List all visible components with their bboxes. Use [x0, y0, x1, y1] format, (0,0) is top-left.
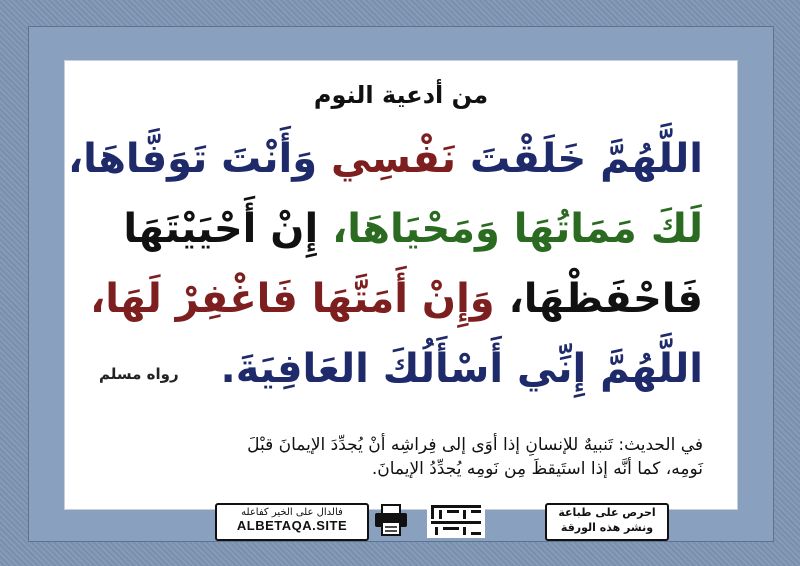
- dua-line-1-part-2: نَفْسِي: [317, 136, 457, 182]
- footer-bar: [215, 501, 715, 539]
- dua-line-2-part-2: إِنْ أَحْيَيْتَهَا: [123, 206, 319, 252]
- dua-line-1-part-1: اللَّهُمَّ خَلَقْتَ: [456, 136, 703, 182]
- albetaqa-logo-icon: [421, 501, 491, 539]
- print-share-line-1: احرص على طباعة: [558, 506, 656, 519]
- dua-card: [64, 60, 738, 534]
- site-badge[interactable]: [215, 503, 369, 541]
- dua-line-2-part-1: لَكَ مَمَاتُهَا وَمَحْيَاهَا،: [318, 206, 703, 252]
- print-share-line-2: ونشر هذه الورقة: [560, 521, 654, 534]
- printer-icon: [371, 503, 411, 537]
- dua-line-3-part-2: وَإِنْ أَمَتَّهَا فَاغْفِرْ لَهَا،: [90, 276, 495, 322]
- narrator-label: رواه مسلم: [99, 365, 179, 383]
- dua-line-1: [68, 131, 703, 187]
- print-share-badge: [545, 503, 669, 541]
- hadith-note-line-1: في الحديث: تَنبيهٌ للإنسانِ إذا أوَى إلى فِراشِه أنْ يُجدِّدَ الإيمانَ قبْلَ: [247, 435, 703, 455]
- dua-line-2: [123, 201, 703, 257]
- dua-line-3: [90, 271, 703, 327]
- page-title: من أدعية النوم: [313, 81, 489, 109]
- dua-line-4: [221, 341, 703, 397]
- dua-line-4-part-1: اللَّهُمَّ إِنِّي أَسْأَلُكَ العَافِيَةَ.: [220, 346, 703, 392]
- dua-line-3-part-1: فَاحْفَظْهَا،: [494, 276, 703, 322]
- dua-line-1-part-3: وَأَنْتَ تَوَفَّاهَا،: [67, 136, 318, 182]
- site-badge-tagline: فالدال على الخير كفاعله: [241, 507, 343, 518]
- hadith-note-line-2: نَومِه، كما أنَّه إذا استَيقظَ مِن نَومِه يُجدِّدُ الإيمانَ.: [371, 459, 703, 479]
- hadith-note: [93, 433, 703, 481]
- site-url[interactable]: ALBETAQA.SITE: [236, 518, 348, 533]
